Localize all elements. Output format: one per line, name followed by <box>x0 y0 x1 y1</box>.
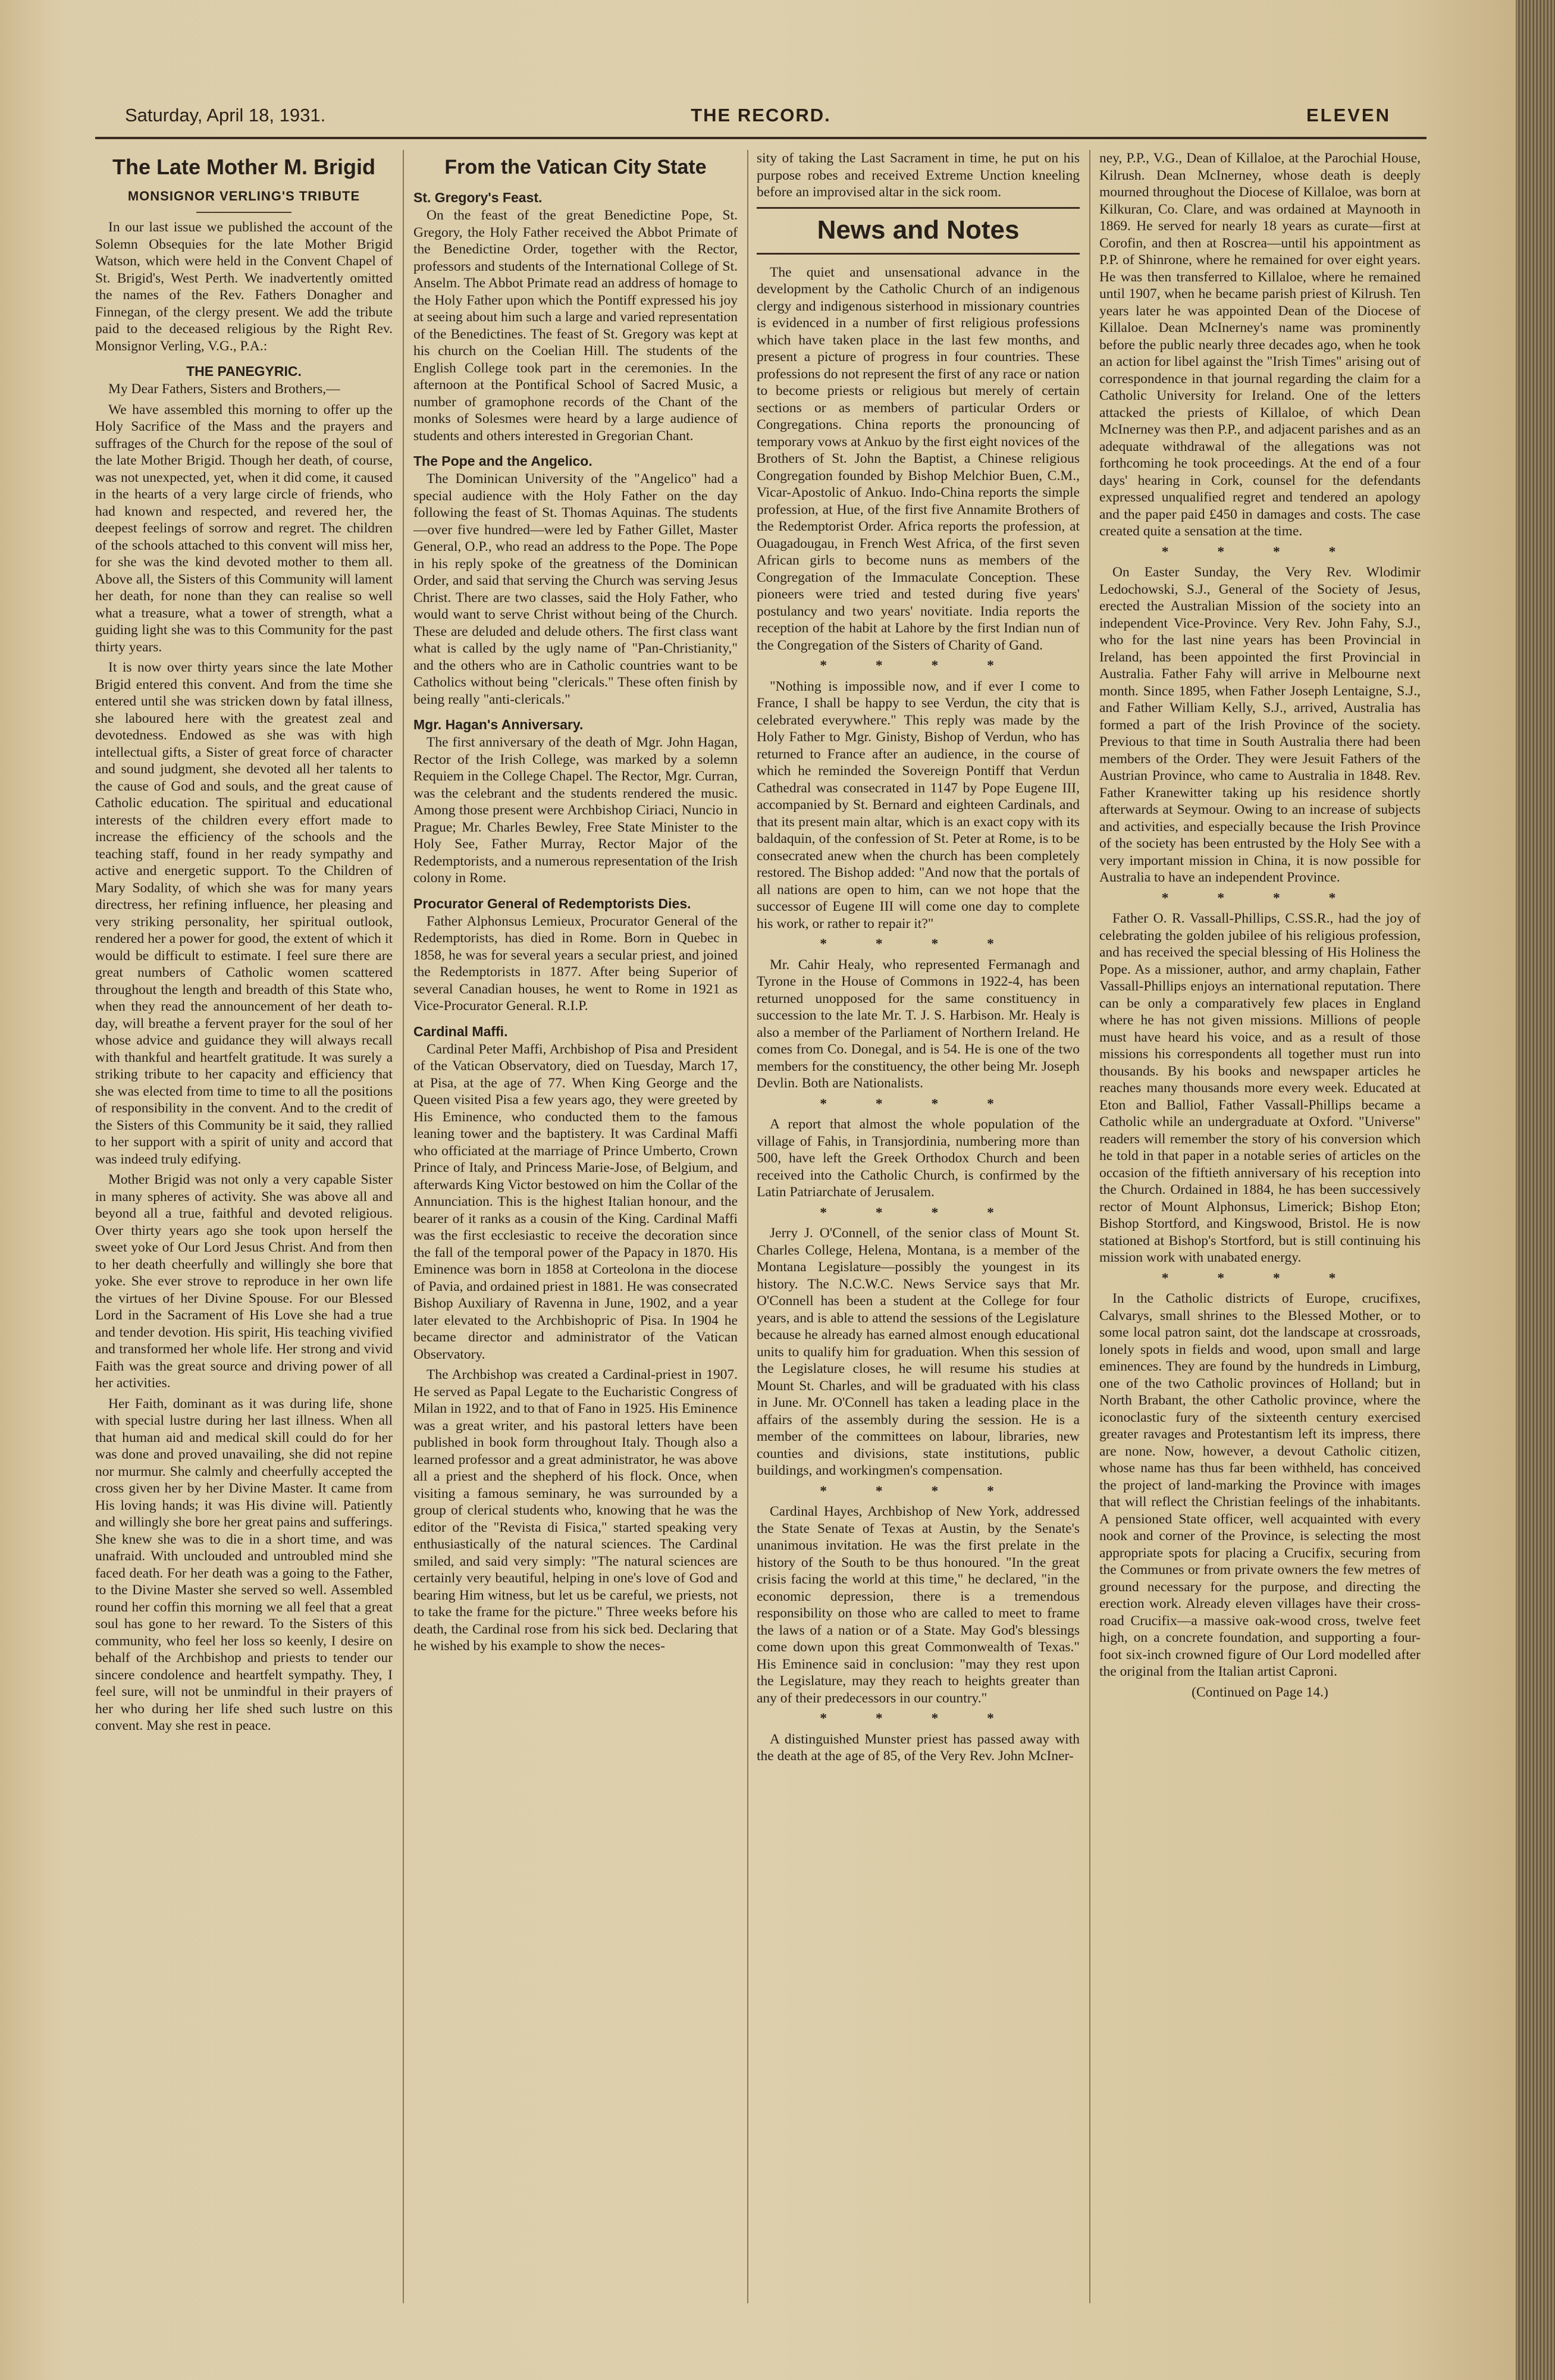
paragraph: ney, P.P., V.G., Dean of Killaloe, at the Parochial House, Kilrush. Dean McInerney, whose death is deeply mourned throughout the Diocese of Killaloe, was born at Kilkuran, Co. Clare, and was ordained at Maynooth in 1869. He served for nearly 18 years as curate—first at Corofin, and then at Roscrea—until his appointment as P.P. of Shinrone, where he remained for over eight years. He was then transferred to Killaloe, where he remained until 1907, when he became parish priest of Kilrush. Ten years later he was appointed Dean of the Diocese of Killaloe. Dean McInerney's name was prominently before the public nearly three decades ago, when he took an action for libel against the "Irish Times" arising out of correspondence in that journal regarding the claim for a Catholic University for Ireland. One of the letters attacked the priests of Killaloe, of which Dean McInerney was then P.P., and adjacent parishes and as an adequate withdrawal of the allegations was not forthcoming he took proceedings. At the end of a four days' hearing in Cork, counsel for the defendants expressed unqualified regret and tendered an apology and the paper paid £450 in damages and costs. The case created quite a sensation at the time. <box>1099 150 1421 539</box>
paragraph: Mr. Cahir Healy, who represented Fermanagh and Tyrone in the House of Commons in 1922-4, has been returned unopposed for the same constituency in succession to the late Mr. T. J. S. Harbison. Mr. Healy is also a member of the Parliament of Northern Ireland. He comes from Co. Donegal, and is 54. He is one of the two members for the constituency, the other being Mr. Joseph Devlin. Both are Nationalists. <box>757 957 1080 1091</box>
paragraph: It is now over thirty years since the late Mother Brigid entered this convent. And from the time she entered until she was stricken down by fatal illness, she laboured here with the greatest zeal and devotedness. Endowed as she was with high intellectual gifts, a Sister of great force of character and sound judgment, she devoted all her talents to the cause of God and souls, and the great cause of Catholic education. The spiritual and educational interests of the children every effort made to increase the efficiency of the schools and the teaching staff, found in her ready sympathy and active and energetic support. To the Children of Mary Sodality, of which she was for many years directress, her refining influence, her pleasing and very striking personality, her spiritual outlook, rendered her a power for good, the extent of which it would be difficult to estimate. I feel sure there are great numbers of Catholic women scattered throughout the length and breadth of this State who, when they read the announcement of her death to-day, will breathe a fervent prayer for the soul of her whose advice and guidance they will always recall with thankful and heartfelt gratitude. It was surely a striking tribute to her capacity and efficiency that she was elected from time to time to all the positions of responsibility in the convent. And to the credit of the Sisters of this Community be it said, they rallied to her support with a spirit of unity and accord that was indeed truly edifying. <box>95 660 393 1167</box>
separator-stars: * * * * <box>1161 1270 1359 1286</box>
article-subhead: MONSIGNOR VERLING'S TRIBUTE <box>127 189 360 203</box>
separator-stars: * * * * <box>1161 890 1359 906</box>
paragraph: sity of taking the Last Sacrament in time, he put on his purpose robes and received Extreme Unction kneeling before an improvised altar in the sick room. <box>757 150 1080 200</box>
section-heading: Cardinal Maffi. <box>413 1023 508 1039</box>
separator-stars: * * * * <box>820 936 1017 952</box>
section-heading: THE PANEGYRIC. <box>186 363 302 379</box>
paragraph: On Easter Sunday, the Very Rev. Wlodimir Ledochowski, S.J., General of the Society of Jesus, erected the Australian Mission of the society into an independent Vice-Province. Very Rev. John Fahy, S.J., who for the last nine years has been Provincial in Ireland, has been appointed the first Provincial in Australia. Father Fahy will arrive in Melbourne next month. Since 1895, when Father Joseph Lentaigne, S.J., and Father William Kelly, S.J., arrived, Australia has formed a part of the Irish Province of the society. Previous to that time in South Australia there had been members of the Order. They were Jesuit Fathers of the Austrian Province, who came to Australia in 1848. Rev. Father Kranewitter taking up his residence shortly afterwards at Seymour. Owing to an increase of subjects and activities, and especially because the Irish Province of the society has been entrusted by the Holy See with a very important mission in China, it is now possible for Australia to have an independent Province. <box>1099 565 1421 885</box>
continuation-note: (Continued on Page 14.) <box>1192 1684 1328 1700</box>
paragraph: Father O. R. Vassall-Phillips, C.SS.R., had the joy of celebrating the golden jubilee of his religious profession, and has received the special blessing of His Holiness the Pope. As a missioner, author, and army chaplain, Father Vassall-Phillips enjoys an international reputation. There can be only a comparatively few places in England where he has not given missions. Millions of people must have heard his voice, and as a result of those missions his correspondents all together must run into thousands. By his books and newspaper articles he reaches many thousands more every week. Educated at Eton and Balliol, Father Vassall-Phillips became a Catholic while an undergraduate at Oxford. "Universe" readers will remember the story of his conversion which he told in that paper in a notable series of articles on the occasion of the fiftieth anniversary of his reception into the Church. Ordained in 1884, he has been successively rector of Mount Alphonsus, Limerick; Bishop Eton; Bishop Stortford, and Kingswood, Bristol. He is now stationed at Bishop's Stortford, but is still continuing his mission work with unabated energy. <box>1099 911 1421 1265</box>
paragraph: In our last issue we published the account of the Solemn Obsequies for the late Mother Brigid Watson, which were held in the Convent Chapel of St. Brigid's, West Perth. We inadvertently omitted the names of the Rev. Fathers Donagher and Finnegan, of the clergy present. We add the tribute paid to the deceased religious by the Right Rev. Monsignor Verling, V.G., P.A.: <box>95 220 393 354</box>
paragraph: Her Faith, dominant as it was during life, shone with special lustre during her last illness. When all that human aid and medical skill could do for her was done and proved unavailing, she did not repine nor murmur. She calmly and cheerfully accepted the cross given her by her Divine Master. It came from His loving hands; it was His divine will. Patiently and willingly she bore her great pains and sufferings. She knew she was to die in a short time, and was unafraid. With unclouded and untroubled mind she faced death. For her death was a going to the Father, to the Divine Master she served so well. Assembled round her coffin this morning we all feel that a great soul has gone to her reward. To the Sisters of this community, who feel her loss so keenly, I desire on behalf of the Archbishop and priests to tender our sincere condolence and heartfelt sympathy. They, I feel sure, will not be unmindful in their prayers of her who during her life shed such lustre on this convent. May she rest in peace. <box>95 1396 393 1733</box>
article-headline: From the Vatican City State <box>444 156 707 178</box>
article-headline: News and Notes <box>817 215 1020 244</box>
paragraph: The Dominican University of the "Angelico" had a special audience with the Holy Father on the day following the feast of St. Thomas Aquinas. The students—over five hundred—were led by Father Gillet, Master General, O.P., who read an address to the Pope. The Pope in his reply spoke of the greatness of the Dominican Order, and said that serving the Church was serving Jesus Christ. There are two classes, said the Holy Father, who would want to serve Christ without being of the Church. These are deluded and delude others. The first class want what is called by the ugly name of "Pan-Christianity," and the others who are in Catholic countries want to be Catholics without being "clericals." These often finish by being really "anti-clericals." <box>413 471 738 707</box>
issue-date: Saturday, April 18, 1931. <box>125 105 326 126</box>
column-2 <box>413 150 738 2315</box>
section-heading: Procurator General of Redemptorists Dies. <box>413 895 691 911</box>
masthead <box>113 99 1409 134</box>
separator-stars: * * * * <box>820 1483 1017 1499</box>
separator-stars: * * * * <box>820 1096 1017 1112</box>
separator-stars: * * * * <box>820 658 1017 673</box>
page-number: ELEVEN <box>1306 105 1391 126</box>
section-heading: Mgr. Hagan's Anniversary. <box>413 717 584 732</box>
paragraph: The Archbishop was created a Cardinal-priest in 1907. He served as Papal Legate to the Eucharistic Congress of Milan in 1922, and to that of Fano in 1925. His Eminence was a great writer, and his pastoral letters have been published in book form throughout Italy. Though also a learned professor and a great administrator, he was above all a priest and the shepherd of his flock. Once, when visiting a famous seminary, he was surrounded by a group of clerical students who, knowing that he was the editor of the "Revista di Fisica," started speaking very enthusiastically of the natural sciences. The Cardinal smiled, and said very simply: "The natural sciences are certainly very beautiful, helping in one's love of God and bearing Him witness, but let us be careful, we priests, not to take the frame for the picture." Three weeks before his death, the Cardinal rose from his sick bed. Declaring that he wished by his example to show the neces- <box>413 1367 738 1654</box>
paragraph: Jerry J. O'Connell, of the senior class of Mount St. Charles College, Helena, Montana, is a member of the Montana Legislature—possibly the youngest in its history. The N.C.W.C. News Service says that Mr. O'Connell has been a student at the College for four years, and is able to attend the sessions of the Legislature because he already has earned almost enough educational units to qualify him for graduation. When this session of the Legislature closes, he will resume his studies at Mount St. Charles, and will be graduated with his class in June. Mr. O'Connell has taken a leading place in the affairs of the assembly during the session. He is a member of the committees on labour, libraries, new counties and divisions, state institutions, public buildings, and workingmen's compensation. <box>757 1225 1080 1478</box>
column-3 <box>757 150 1080 2315</box>
paragraph: The quiet and unsensational advance in the development by the Catholic Church of an indigenous clergy and indigenous sisterhood in missionary countries is evidenced in a number of first religious professions which have taken place in the last few months, and present a picture of progress in four countries. These professions do not represent the first of any race or nation to become priests or religious but merely of certain sections or as members of particular Orders or Congregations. China reports the pronouncing of temporary vows at Ankuo by the first eight novices of the Brothers of St. John the Baptist, a Chinese religious Congregation founded by Bishop Melchior Buen, C.M., Vicar-Apostolic of Ankuo. Indo-China reports the simple profession, at Hue, of the first five Annamite Brothers of the Redemptorist Order. Africa reports the profession, at Ouagadougau, in French West Africa, of the first seven African girls to become nuns as members of the Congregation of the Immaculate Conception. These pioneers were tried and tested during five years' postulancy and two years' novitiate. India reports the reception of the habit at Lahore by the first Indian nun of the Congregation of the Sisters of Charity of Gand. <box>757 264 1080 653</box>
masthead-rule <box>95 137 1427 139</box>
paragraph: Father Alphonsus Lemieux, Procurator General of the Redemptorists, has died in Rome. Born in Quebec in 1858, he was for several years a secular priest, and joined the Redemptorists in 1877. After being Superior of several Canadian houses, he went to Rome in 1921 as Vice-Procurator General. R.I.P. <box>413 913 738 1014</box>
article-headline: The Late Mother M. Brigid <box>112 155 375 179</box>
paragraph: Cardinal Peter Maffi, Archbishop of Pisa and President of the Vatican Observatory, died on Tuesday, March 17, at Pisa, at the age of 77. When King George and the Queen visited Pisa a few years ago, they were greeted by His Eminence, who conducted them to the famous leaning tower and the baptistery. It was Cardinal Maffi who officiated at the marriage of Prince Umberto, Crown Prince of Italy, and Princess Marie-Jose, of Belgium, and afterwards King Victor bestowed on him the Collar of the Annunciation. This is the highest Italian honour, and the bearer of it ranks as a cousin of the King. Cardinal Maffi was the first ecclesiastic to receive the decoration since the fall of the temporal power of the Papacy in 1870. His Eminence was born in 1858 at Corteolona in the diocese of Pavia, and ordained priest in 1881. He was consecrated Bishop Auxiliary of Ravenna in June, 1902, and a year later elevated to the Archbishopric of Pisa. In 1904 he became director and administrator of the Vatican Observatory. <box>413 1041 738 1362</box>
section-heading: St. Gregory's Feast. <box>413 190 543 205</box>
paragraph: Mother Brigid was not only a very capable Sister in many spheres of activity. She was above all and beyond all a true, faithful and devoted religious. Over thirty years ago she took upon herself the sweet yoke of Our Lord Jesus Christ. And from then to her death cheerfully and willingly she bore that yoke. She ever strove to reproduce in her own life the virtues of her Divine Spouse. For our Blessed Lord in the Sacrament of His Love she had a true and tender devotion. His spirit, His teaching vivified and transformed her whole life. Her strong and vivid Faith was the great source and driving power of all her activities. <box>95 1172 393 1391</box>
paragraph: A report that almost the whole population of the village of Fahis, in Transjordinia, numbering more than 500, have left the Greek Orthodox Church and been received into the Catholic Church, is confirmed by the Latin Patriarchate of Jerusalem. <box>757 1117 1080 1200</box>
paragraph: A distinguished Munster priest has passed away with the death at the age of 85, of the Very Rev. John McIner- <box>757 1731 1080 1764</box>
column-divider <box>1089 150 1090 2303</box>
paragraph: "Nothing is impossible now, and if ever I come to France, I shall be happy to see Verdun, the city that is celebrated everywhere." This reply was made by the Holy Father to Mgr. Ginisty, Bishop of Verdun, who has returned to France after an audience, in the course of which he reminded the Sovereign Pontiff that Verdun Cathedral was consecrated in 1147 by Pope Eugene III, accompanied by St. Bernard and eighteen Cardinals, and that its present main altar, which is an exact copy with its baldaquin, of the confession of St. Peter at Rome, is to be consecrated anew when the church has been completely restored. The Bishop added: "And now that the portals of all nations are open to him, can we not hope that the successor of Eugene III will come one day to complete his work, or rather to repair it?" <box>757 678 1080 932</box>
paragraph: In the Catholic districts of Europe, crucifixes, Calvarys, small shrines to the Blessed Mother, or to some local patron saint, dot the landscape at crossroads, lonely spots in fields and wood, upon small and large eminences. They are found by the hundreds in Limburg, one of the two Catholic provinces of Holland; but in North Brabant, the other Catholic province, where the iconoclastic fury of the sixteenth century exercised greater ravages and Protestantism left its impress, there are none. Now, however, a devout Catholic citizen, whose name has thus far been withheld, has conceived the project of land-marking the Province with images that will reflect the Christian feelings of the inhabitants. A pensioned State officer, well acquainted with every nook and corner of the Province, is selecting the most appropriate spots for placing a Crucifix, securing from the Communes or from private owners the few metres of ground necessary for the purpose, and directing the erection work. Already eleven villages have their cross-road Crucifix—a massive oak-wood cross, twelve feet high, on a concrete foundation, and supporting a four-foot six-inch crowned figure of Our Lord modelled after the original from the Italian artist Caproni. <box>1099 1291 1421 1679</box>
column-divider <box>747 150 748 2303</box>
column-1 <box>95 150 393 2315</box>
separator-stars: * * * * <box>1161 544 1359 560</box>
column-4 <box>1099 150 1421 2315</box>
paragraph: Cardinal Hayes, Archbishop of New York, addressed the State Senate of Texas at Austin, by the Senate's unanimous invitation. He was the first prelate in the history of the South to be thus honoured. "In the great crisis facing the world at this time," he declared, "in the economic depression, there is a tremendous responsibility on those who are called to meet to frame the laws of a nation or of a State. May God's blessings come down upon this great Commonwealth of Texas." His Eminence said in conclusion: "may they rest upon the Legislature, may they reach to heights greater than any of their predecessors in our country." <box>757 1504 1080 1706</box>
paragraph: The first anniversary of the death of Mgr. John Hagan, Rector of the Irish College, was marked by a solemn Requiem in the College Chapel. The Rector, Mgr. Curran, was the celebrant and the students rendered the music. Among those present were Archbishop Ciriaci, Nuncio in Prague; Mr. Charles Bewley, Free State Minister to the Holy See, Father Murray, Rector Major of the Redemptorists, and a numerous representation of the Irish colony in Rome. <box>413 735 738 886</box>
column-divider <box>403 150 404 2303</box>
separator-stars: * * * * <box>820 1205 1017 1221</box>
separator-stars: * * * * <box>820 1711 1017 1726</box>
paragraph: On the feast of the great Benedictine Pope, St. Gregory, the Holy Father received the Abbot Primate of the Benedictine Order, together with the Rector, professors and students of the International College of St. Anselm. The Abbot Primate read an address of homage to the Holy Father upon which the Pontiff expressed his joy at seeing about him such a large and varied representation of the Benedictines. The feast of St. Gregory was kept at his church on the Coelian Hill. The students of the English College took part in the ceremonies. In the afternoon at the Pontifical School of Sacred Music, a number of gramophone records of the Chant of the monks of Solesmes were heard by a large audience of students and others interested in Gregorian Chant. <box>413 208 738 444</box>
news-and-notes-header <box>757 207 1080 255</box>
paragraph: We have assembled this morning to offer up the Holy Sacrifice of the Mass and the prayers and suffrages of the Church for the repose of the soul of the late Mother Brigid. Though her death, of course, was not unexpected, yet, when it did come, it caused in the hearts of a very large circle of friends, who had known and respected, and revered her, the deepest feelings of sorrow and regret. The children of the schools attached to this convent will miss her, for she was the kind devoted mother to them all. Above all, the Sisters of this Community will lament her death, for none than they can realise so well what a treasure, what a tower of strength, what a guiding light she was to this Community for the past thirty years. <box>95 402 393 655</box>
page-edge <box>1516 0 1555 2380</box>
divider <box>196 212 291 213</box>
section-heading: The Pope and the Angelico. <box>413 453 592 469</box>
publication-title: THE RECORD. <box>691 105 831 126</box>
paragraph: My Dear Fathers, Sisters and Brothers,— <box>108 381 340 397</box>
